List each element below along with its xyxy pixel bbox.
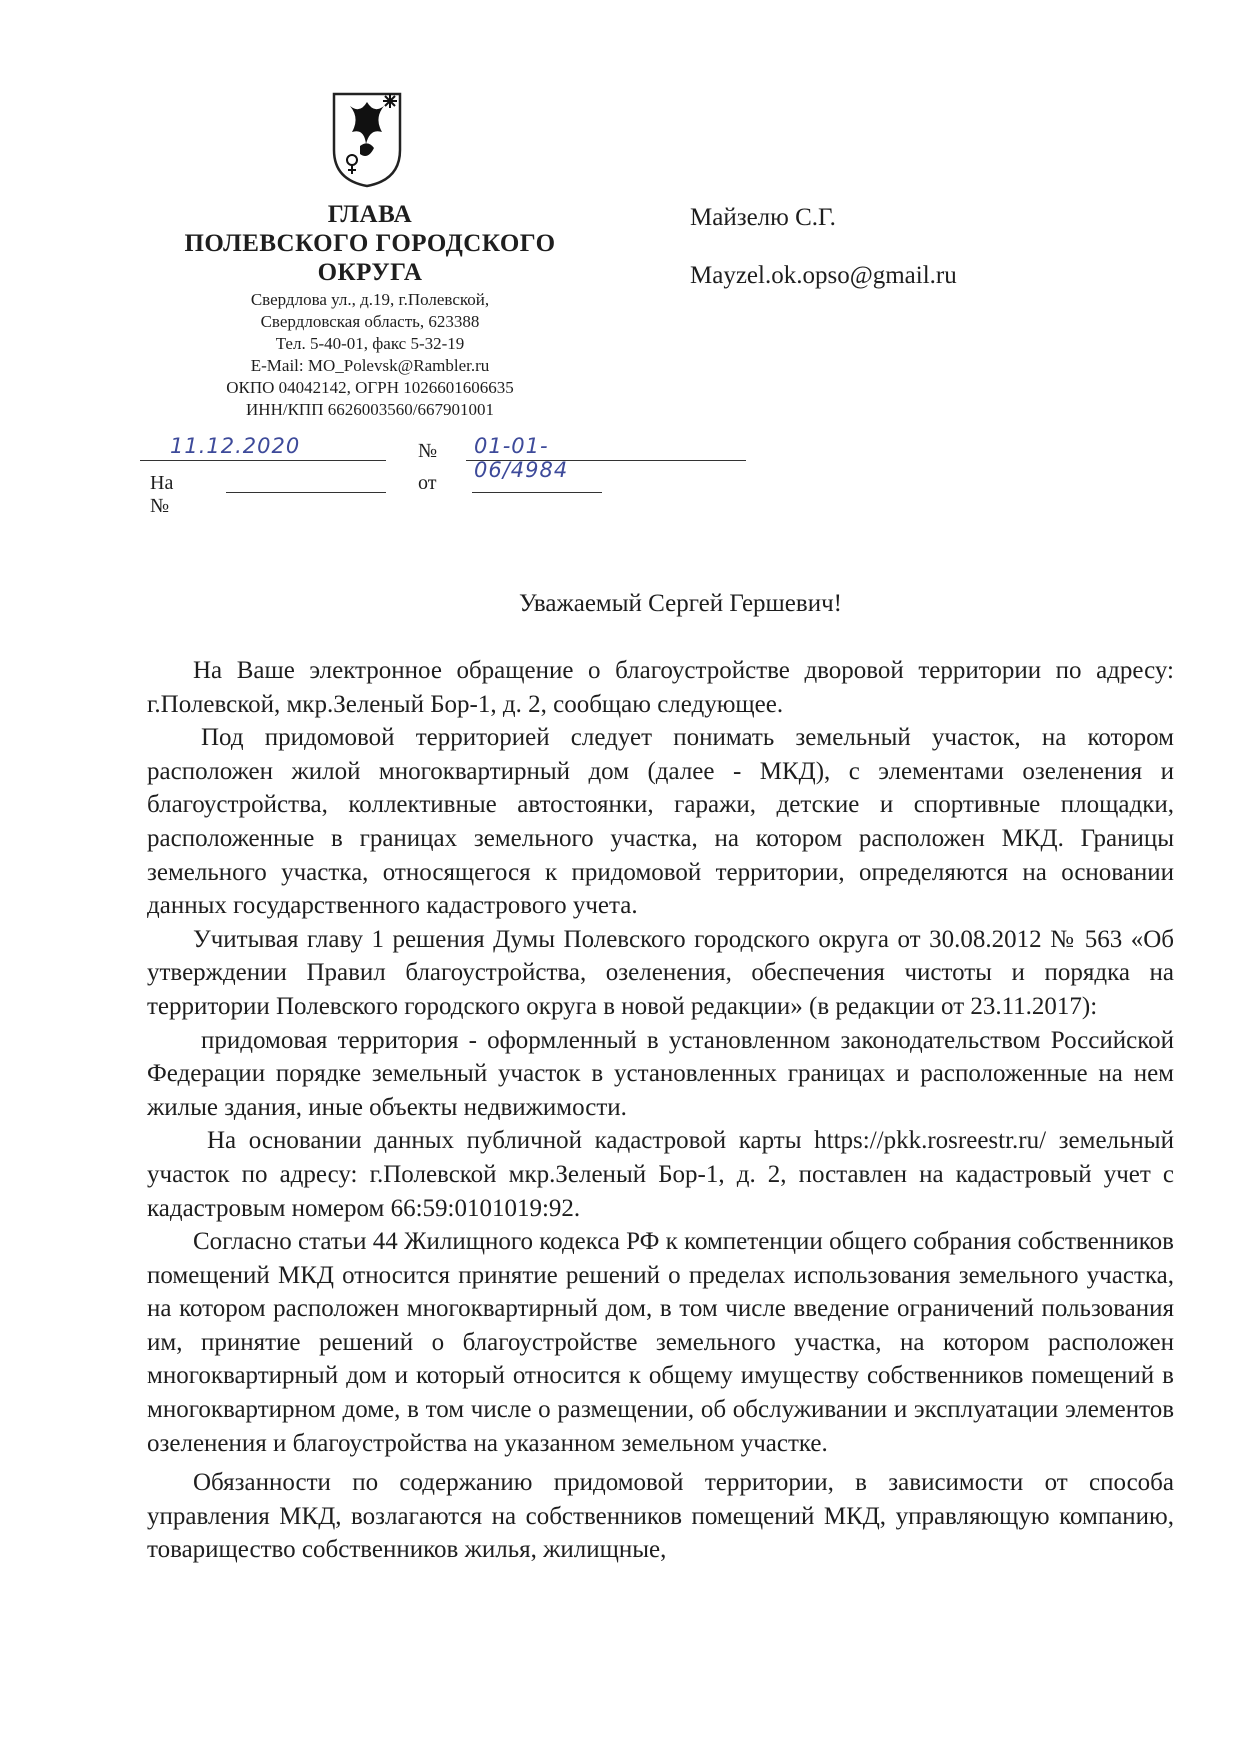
reference-date-label: от xyxy=(418,472,437,494)
org-inn-line: ИНН/КПП 6626003560/667901001 xyxy=(246,400,494,419)
number-label: № xyxy=(418,440,438,462)
org-email-line: E-Mail: MO_Polevsk@Rambler.ru xyxy=(250,356,490,375)
handwritten-date: 11.12.2020 xyxy=(170,434,301,458)
reference-date-underline xyxy=(472,470,602,493)
org-details xyxy=(170,289,570,421)
paragraph-7: Обязанности по содержанию придомовой территории, в зависимости от способа управления МКД, возлагаются на собственников помещений МКД, управляющую компанию, товарищество собственников жилья, жилищные, xyxy=(147,1469,1174,1564)
paragraph-6: Согласно статьи 44 Жилищного кодекса РФ к компетенции общего собрания собственников помещений МКД относится принятие решений о пределах использования земельного участка, на котором расположен многоквартирный дом, в том числе введение ограничений пользования им, принятие решений о благоустройстве земельного участка, на котором расположен многоквартирный дом и который относится к общему имуществу собственников помещений в многоквартирном доме, в том числе о размещении, об обслуживании и эксплуатации элементов озеленения и благоустройства на указанном земельном участке. xyxy=(147,1228,1174,1457)
org-title-line-2: ПОЛЕВСКОГО ГОРОДСКОГО xyxy=(184,230,556,257)
paragraph-1: На Ваше электронное обращение о благоустройстве дворовой территории по адресу: г.Полевской, мкр.Зеленый Бор-1, д. 2, сообщаю следующее. xyxy=(147,657,1174,718)
org-address-line: Свердлова ул., д.19, г.Полевской, xyxy=(250,290,490,309)
letter-body xyxy=(147,654,1174,1567)
paragraph-5: На основании данных публичной кадастровой карты https://pkk.rosreestr.ru/ земельный участок по адресу: г.Полевской мкр.Зеленый Бор-1, д. 2, поставлен на кадастровый учет с кадастровым номером 66:59:0101019:92. xyxy=(147,1127,1174,1222)
salutation-text: Уважаемый Сергей Гершевич! xyxy=(519,590,842,617)
org-title-line-3: ОКРУГА xyxy=(317,259,423,286)
org-title xyxy=(170,200,570,287)
handwritten-number: 01-01-06/4984 xyxy=(474,434,569,482)
recipient-block xyxy=(690,202,957,292)
recipient-name: Майзелю С.Г. xyxy=(690,204,836,231)
org-okpo-line: ОКПО 04042142, ОГРН 1026601606635 xyxy=(226,378,514,397)
coat-of-arms-emblem xyxy=(330,88,406,188)
paragraph-3: Учитывая главу 1 решения Думы Полевского городского округа от 30.08.2012 № 563 «Об утверждении Правил благоустройства, озеленения, обеспечения чистоты и порядка на территории Полевского городского округа в новой редакции» (в редакции от 23.11.2017): xyxy=(147,925,1174,1020)
reference-number-underline xyxy=(226,470,386,493)
org-phone-line: Тел. 5-40-01, факс 5-32-19 xyxy=(275,334,465,353)
paragraph-4: придомовая территория - оформленный в установленном законодательством Российской Федерации порядке земельный участок в установленных границах и расположенные на нем жилые здания, иные объекты недвижимости. xyxy=(147,1026,1174,1121)
paragraph-2: Под придомовой территорией следует понимать земельный участок, на котором расположен жилой многоквартирный дом (далее - МКД), с элементами озеленения и благоустройства, коллективные автостоянки, гаражи, детские и спортивные площадки, расположенные в границах земельного участка, на котором расположен МКД. Границы земельного участка, относящегося к придомовой территории, определяются на основании данных государственного кадастрового учета. xyxy=(147,724,1174,920)
reference-number-label: На № xyxy=(150,472,174,517)
org-title-line-1: ГЛАВА xyxy=(327,201,413,228)
org-region-line: Свердловская область, 623388 xyxy=(260,312,480,331)
salutation xyxy=(0,590,1241,618)
recipient-email: Mayzel.ok.opso@gmail.ru xyxy=(690,262,957,289)
letterhead xyxy=(170,200,570,421)
